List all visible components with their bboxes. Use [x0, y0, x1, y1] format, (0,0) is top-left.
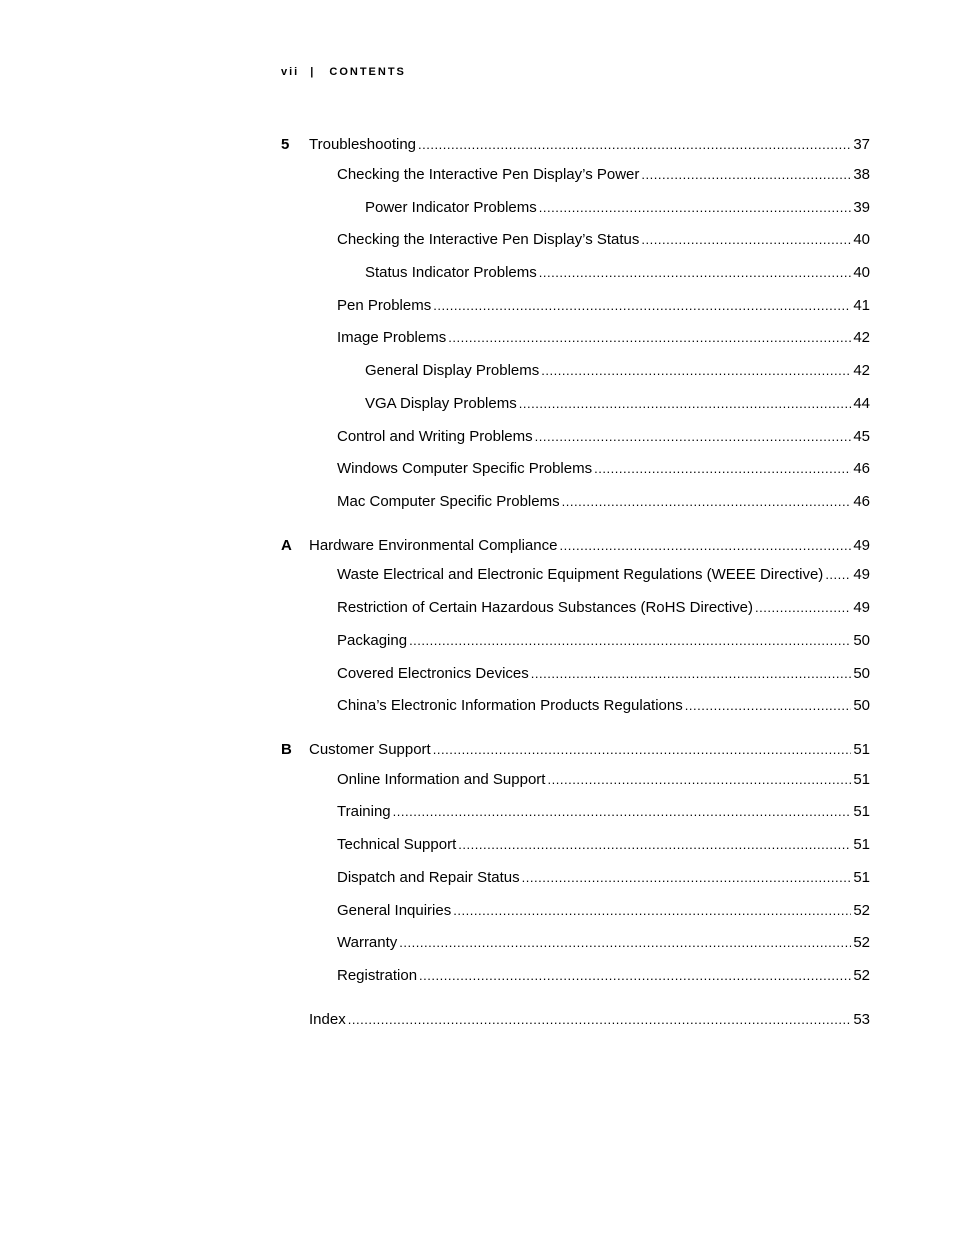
dot-leader	[539, 199, 852, 217]
toc-entry[interactable]	[337, 836, 870, 854]
toc-entry[interactable]	[337, 771, 870, 789]
toc-entry-title: China’s Electronic Information Products Regulations	[337, 697, 683, 714]
dot-leader	[409, 632, 851, 650]
toc-entry-page-number: 52	[853, 967, 870, 984]
dot-leader	[418, 136, 851, 154]
dot-leader	[458, 836, 851, 854]
toc-entry-page-number: 50	[853, 632, 870, 649]
toc-entry-title: Checking the Interactive Pen Display’s Status	[337, 231, 640, 248]
toc-entry[interactable]	[337, 460, 870, 478]
toc-entry[interactable]	[337, 869, 870, 887]
toc-entry[interactable]	[337, 428, 870, 446]
toc-entry[interactable]	[337, 493, 870, 511]
toc-entry-page-number: 49	[853, 599, 870, 616]
header-separator: |	[310, 66, 316, 78]
dot-leader	[448, 329, 851, 347]
header-page-number: vii	[281, 66, 300, 78]
toc-entry-number: A	[281, 537, 292, 554]
dot-leader	[539, 264, 852, 282]
header-title: CONTENTS	[329, 66, 406, 78]
toc-entry-page-number: 45	[853, 428, 870, 445]
toc-entry-page-number: 53	[853, 1011, 870, 1028]
toc-entry-page-number: 41	[853, 297, 870, 314]
dot-leader	[641, 166, 851, 184]
toc-entry[interactable]	[337, 231, 870, 249]
toc-entry[interactable]	[337, 566, 870, 584]
toc-entry-title: Training	[337, 803, 391, 820]
toc-entry-title: Warranty	[337, 934, 398, 951]
toc-entry[interactable]	[281, 537, 870, 555]
toc-entry-title: VGA Display Problems	[365, 395, 517, 412]
dot-leader	[641, 231, 851, 249]
dot-leader	[522, 869, 852, 887]
toc-entry-number: 5	[281, 136, 290, 153]
toc-entry-page-number: 40	[853, 231, 870, 248]
toc-entry[interactable]	[337, 902, 870, 920]
dot-leader	[562, 493, 852, 511]
dot-leader	[399, 934, 851, 952]
toc-entry-number: B	[281, 741, 292, 758]
dot-leader	[547, 771, 851, 789]
toc-entry-title: Image Problems	[337, 329, 447, 346]
dot-leader	[594, 460, 851, 478]
toc-entry-page-number: 51	[853, 741, 870, 758]
toc-entry-title: Power Indicator Problems	[365, 199, 537, 216]
toc-entry-title: Dispatch and Repair Status	[337, 869, 520, 886]
toc-entry-page-number: 46	[853, 460, 870, 477]
dot-leader	[419, 967, 851, 985]
dot-leader	[755, 599, 851, 617]
dot-leader	[825, 566, 851, 584]
dot-leader	[519, 395, 852, 413]
toc-entry[interactable]	[309, 1011, 870, 1029]
toc-entry-title: Windows Computer Specific Problems	[337, 460, 593, 477]
toc-entry[interactable]	[281, 136, 870, 154]
dot-leader	[453, 902, 851, 920]
toc-entry-page-number: 49	[853, 537, 870, 554]
dot-leader	[393, 803, 852, 821]
toc-entry[interactable]	[337, 665, 870, 683]
toc-entry-page-number: 38	[853, 166, 870, 183]
toc-entry-title: Waste Electrical and Electronic Equipment Regulations (WEEE Directive)	[337, 566, 824, 583]
toc-entry-title: Troubleshooting	[309, 136, 417, 153]
toc-entry-page-number: 52	[853, 902, 870, 919]
dot-leader	[559, 537, 851, 555]
toc-entry-title: Registration	[337, 967, 418, 984]
toc-entry[interactable]	[337, 803, 870, 821]
toc-entry-page-number: 49	[853, 566, 870, 583]
toc-entry[interactable]	[337, 599, 870, 617]
toc-entry[interactable]	[337, 166, 870, 184]
toc-entry-title: Hardware Environmental Compliance	[309, 537, 558, 554]
toc-entry[interactable]	[365, 362, 870, 380]
dot-leader	[433, 297, 851, 315]
toc-entry-page-number: 51	[853, 803, 870, 820]
dot-leader	[433, 741, 852, 759]
toc-entry[interactable]	[281, 741, 870, 759]
toc-entry-title: Technical Support	[337, 836, 457, 853]
toc-entry-title: Packaging	[337, 632, 408, 649]
toc-entry-page-number: 42	[853, 329, 870, 346]
toc-entry-title: Customer Support	[309, 741, 431, 758]
toc-entry[interactable]	[337, 297, 870, 315]
toc-entry-title: Pen Problems	[337, 297, 432, 314]
dot-leader	[541, 362, 851, 380]
toc-entry-page-number: 37	[853, 136, 870, 153]
toc-entry-title: General Inquiries	[337, 902, 452, 919]
toc-entry-title: Index	[309, 1011, 346, 1028]
toc-entry-title: Online Information and Support	[337, 771, 546, 788]
toc-entry-page-number: 50	[853, 697, 870, 714]
dot-leader	[685, 697, 852, 715]
toc-entry[interactable]	[365, 264, 870, 282]
dot-leader	[348, 1011, 852, 1029]
toc-entry[interactable]	[337, 329, 870, 347]
toc-entry-page-number: 51	[853, 869, 870, 886]
dot-leader	[531, 665, 852, 683]
toc-entry-page-number: 39	[853, 199, 870, 216]
toc-entry[interactable]	[337, 967, 870, 985]
toc-entry-title: Covered Electronics Devices	[337, 665, 529, 682]
toc-entry-title: General Display Problems	[365, 362, 540, 379]
toc-entry[interactable]	[337, 697, 870, 715]
toc-entry-page-number: 44	[853, 395, 870, 412]
running-header	[281, 66, 406, 78]
toc-entry[interactable]	[337, 632, 870, 650]
toc-entry-page-number: 52	[853, 934, 870, 951]
toc-entry-page-number: 40	[853, 264, 870, 281]
toc-entry-page-number: 51	[853, 836, 870, 853]
toc-entry-page-number: 42	[853, 362, 870, 379]
dot-leader	[535, 428, 852, 446]
toc-entry[interactable]	[365, 395, 870, 413]
toc-entry-page-number: 51	[853, 771, 870, 788]
toc-entry-title: Control and Writing Problems	[337, 428, 533, 445]
toc-entry-title: Mac Computer Specific Problems	[337, 493, 560, 510]
toc-entry-title: Restriction of Certain Hazardous Substances (RoHS Directive)	[337, 599, 753, 616]
toc-entry-title: Checking the Interactive Pen Display’s Power	[337, 166, 640, 183]
toc-entry-page-number: 50	[853, 665, 870, 682]
toc-entry-title: Status Indicator Problems	[365, 264, 537, 281]
toc-entry[interactable]	[365, 199, 870, 217]
toc-entry[interactable]	[337, 934, 870, 952]
toc-entry-page-number: 46	[853, 493, 870, 510]
